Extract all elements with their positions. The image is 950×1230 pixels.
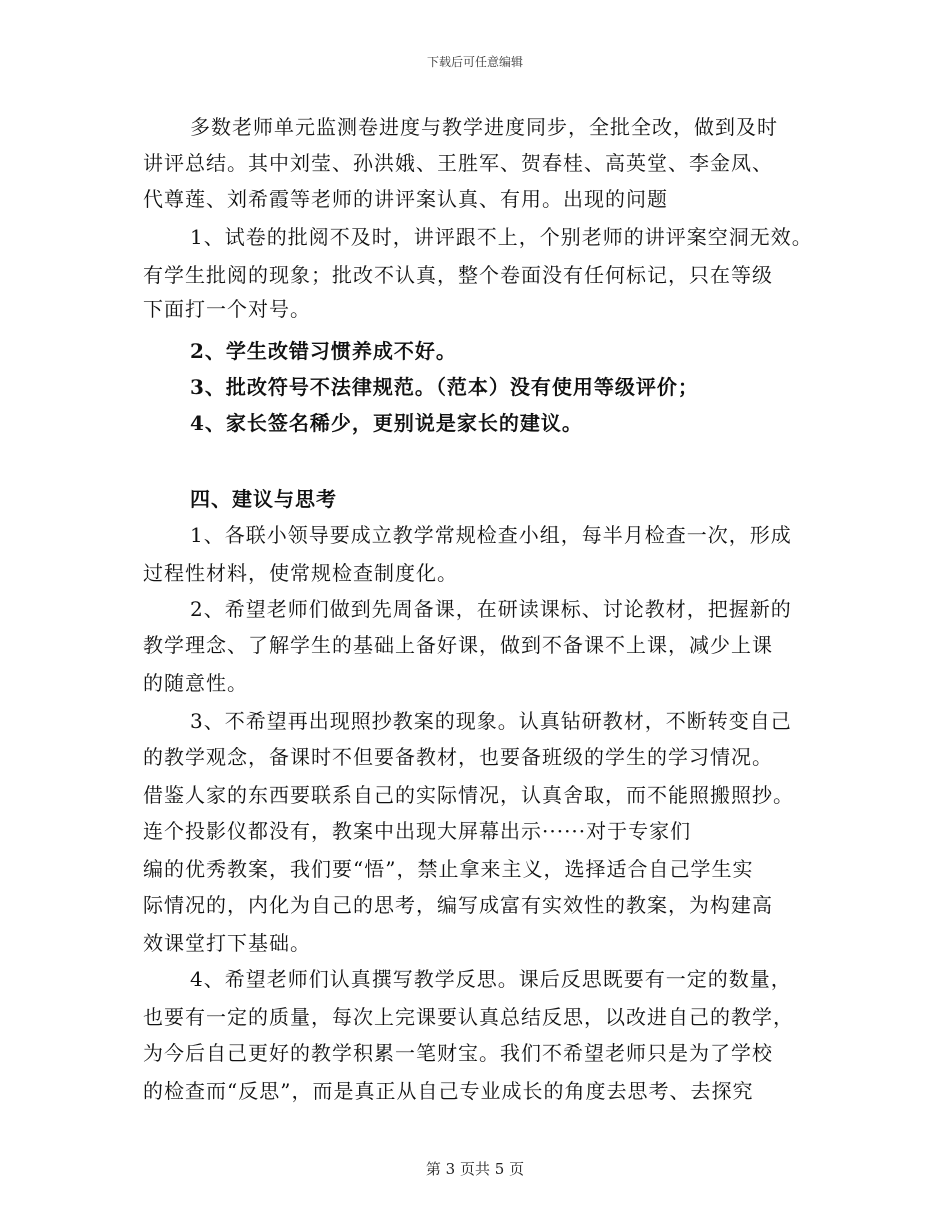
problem-item-1: 1、试卷的批阅不及时，讲评跟不上，个别老师的讲评案空洞无效。 xyxy=(190,225,813,249)
paragraph-line: 际情况的，内化为自己的思考，编写成富有实效性的教案，为构建高 xyxy=(143,893,773,917)
paragraph-line: 代尊莲、刘希霞等老师的讲评案认真、有用。出现的问题 xyxy=(143,187,668,211)
problem-item-4: 4、家长签名稀少，更别说是家长的建议。 xyxy=(190,411,583,435)
suggestion-item-3: 3、不希望再出现照抄教案的现象。认真钻研教材，不断转变自己 xyxy=(190,709,792,733)
page-footer: 第 3 页共 5 页 xyxy=(425,1160,525,1178)
suggestion-item-1: 1、各联小领导要成立教学常规检查小组，每半月检查一次，形成 xyxy=(190,523,792,547)
page-header: 下载后可任意编辑 xyxy=(426,55,523,69)
paragraph-line: 的教学观念，备课时不但要备教材，也要备班级的学生的学习情况。 xyxy=(143,745,773,769)
paragraph-line: 有学生批阅的现象；批改不认真，整个卷面没有任何标记，只在等级 xyxy=(143,263,773,287)
paragraph-line: 效课堂打下基础。 xyxy=(143,931,311,955)
problem-item-3: 3、批改符号不法律规范。（范本）没有使用等级评价； xyxy=(190,375,699,399)
suggestion-item-2: 2、希望老师们做到先周备课，在研读课标、讨论教材，把握新的 xyxy=(190,597,792,621)
paragraph-line: 过程性材料，使常规检查制度化。 xyxy=(143,561,458,585)
paragraph-line: 借鉴人家的东西要联系自己的实际情况，认真舍取，而不能照搬照抄。 xyxy=(143,783,794,807)
paragraph-line: 的检查而“反思”，而是真正从自己专业成长的角度去思考、去探究 xyxy=(143,1079,754,1103)
paragraph-line: 讲评总结。其中刘莹、孙洪娥、王胜军、贺春桂、高英堂、李金凤、 xyxy=(143,151,773,175)
paragraph-line: 教学理念、了解学生的基础上备好课，做到不备课不上课，减少上课 xyxy=(143,633,773,657)
paragraph-line: 为今后自己更好的教学积累一笔财宝。我们不希望老师只是为了学校 xyxy=(143,1041,773,1065)
paragraph-line: 的随意性。 xyxy=(143,671,248,695)
paragraph-line: 编的优秀教案，我们要“悟”，禁止拿来主义，选择适合自己学生实 xyxy=(143,857,754,881)
paragraph-line: 也要有一定的质量，每次上完课要认真总结反思，以改进自己的教学， xyxy=(143,1005,794,1029)
paragraph-line: 多数老师单元监测卷进度与教学进度同步，全批全改，做到及时 xyxy=(190,115,778,139)
paragraph-line: 连个投影仪都没有，教案中出现大屏幕出示······对于专家们 xyxy=(143,819,692,843)
section-heading: 四、建议与思考 xyxy=(190,487,337,511)
paragraph-line: 下面打一个对号。 xyxy=(143,297,311,321)
problem-item-2: 2、学生改错习惯养成不好。 xyxy=(190,339,457,363)
suggestion-item-4: 4、希望老师们认真撰写教学反思。课后反思既要有一定的数量， xyxy=(190,967,792,991)
